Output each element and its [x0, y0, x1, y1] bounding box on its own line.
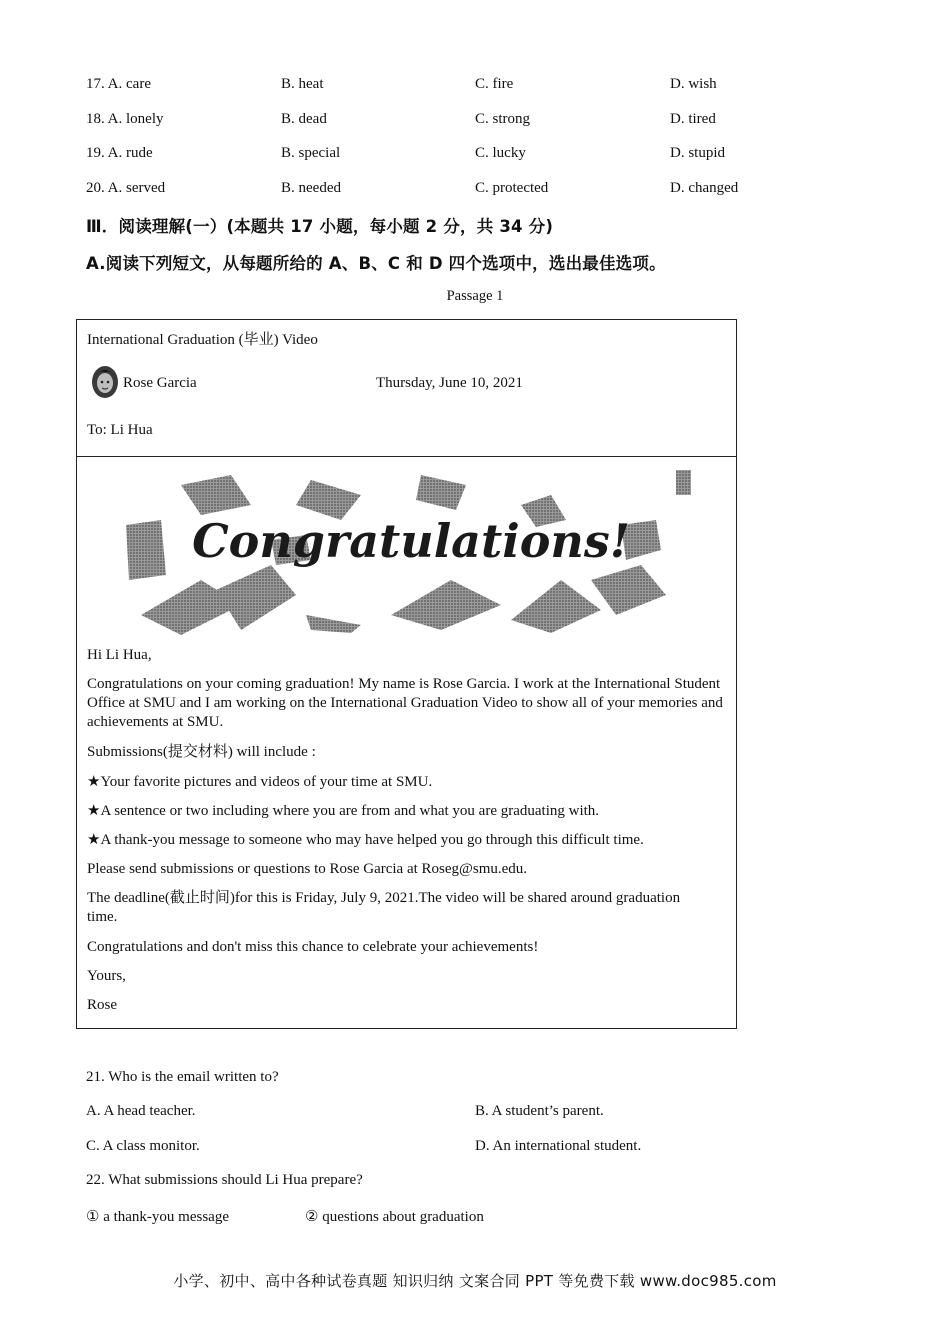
option-b: B. special: [281, 145, 341, 161]
answer-option: C. A class monitor.: [86, 1138, 200, 1154]
congratulations-banner: [121, 465, 701, 637]
submission-bullet: ★Your favorite pictures and videos of your time at SMU.: [87, 774, 433, 790]
option-row-17: [86, 76, 786, 96]
answer-option: B. A student’s parent.: [475, 1103, 604, 1119]
option-row-19: [86, 145, 786, 165]
submission-bullet: ★A sentence or two including where you are from and what you are graduating with.: [87, 803, 600, 819]
signoff: Yours,: [87, 968, 126, 984]
answer-option: ② questions about graduation: [305, 1209, 484, 1225]
option-row-20: [86, 180, 786, 200]
option-a: 19. A. rude: [86, 145, 153, 161]
answer-option: ① a thank-you message: [86, 1209, 229, 1225]
option-b: B. heat: [281, 76, 324, 92]
option-d: D. stupid: [670, 145, 726, 161]
banner-text: Congratulations!: [192, 514, 630, 568]
email-paragraph: Congratulations on your coming graduation! My name is Rose Garcia. I work at the International Student Office at SMU and I am working on the International Graduation Video to show all of your memories and achievements at SMU.: [87, 676, 723, 730]
email-greeting: Hi Li Hua,: [87, 647, 152, 663]
answer-option: D. An international student.: [475, 1138, 642, 1154]
option-b: B. needed: [281, 180, 341, 196]
email-box: [76, 319, 737, 1029]
sub-heading: A.阅读下列短文，从每题所给的 A、B、C 和 D 四个选项中，选出最佳选项。: [86, 254, 666, 273]
option-c: C. fire: [475, 76, 514, 92]
contact-line: Please send submissions or questions to Rose Garcia at Roseg@smu.edu.: [87, 861, 528, 877]
question-22: 22. What submissions should Li Hua prepare?: [86, 1172, 363, 1188]
passage-label: Passage 1: [446, 288, 504, 304]
email-header: [77, 320, 736, 457]
option-a: 17. A. care: [86, 76, 151, 92]
option-a: 20. A. served: [86, 180, 166, 196]
option-d: D. tired: [670, 111, 716, 127]
email-date: Thursday, June 10, 2021: [376, 375, 523, 391]
option-c: C. protected: [475, 180, 549, 196]
section-heading: Ⅲ．阅读理解(一）(本题共 17 小题，每小题 2 分，共 34 分): [86, 217, 554, 236]
option-a: 18. A. lonely: [86, 111, 164, 127]
option-c: C. strong: [475, 111, 531, 127]
option-d: D. wish: [670, 76, 717, 92]
signature: Rose: [87, 997, 117, 1013]
email-recipient: To: Li Hua: [87, 422, 153, 438]
closing-line: Congratulations and don't miss this chance to celebrate your achievements!: [87, 939, 539, 955]
email-subject: International Graduation (毕业) Video: [87, 332, 318, 348]
question-21: 21. Who is the email written to?: [86, 1069, 279, 1085]
option-d: D. changed: [670, 180, 739, 196]
email-sender: Rose Garcia: [123, 375, 197, 391]
option-b: B. dead: [281, 111, 327, 127]
submissions-intro: Submissions(提交材料) will include :: [87, 744, 316, 760]
option-row-18: [86, 111, 786, 131]
option-c: C. lucky: [475, 145, 526, 161]
answer-option: A. A head teacher.: [86, 1103, 196, 1119]
page-footer: 小学、初中、高中各种试卷真题 知识归纳 文案合同 PPT 等免费下载 www.doc985.com: [173, 1272, 777, 1290]
avatar: [89, 364, 121, 400]
deadline-line: The deadline(截止时间)for this is Friday, July 9, 2021.The video will be shared around graduation time.: [87, 890, 681, 925]
submission-bullet: ★A thank-you message to someone who may have helped you go through this difficult time.: [87, 832, 644, 848]
